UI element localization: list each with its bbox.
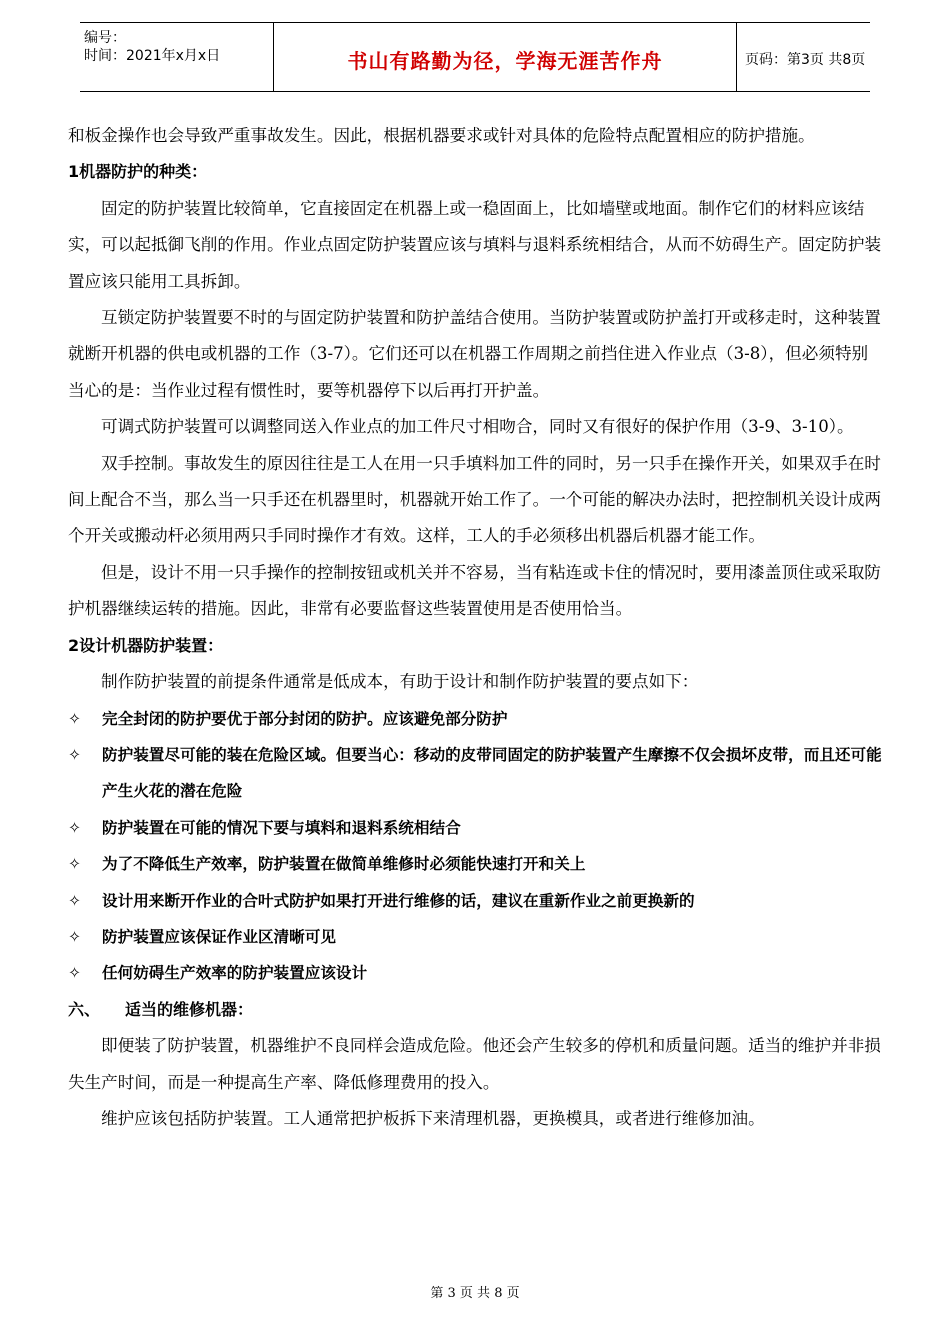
section-heading-6 (68, 992, 884, 1028)
header-page-cell (735, 23, 870, 91)
number-label: 编号： (84, 30, 126, 46)
paragraph: 制作防护装置的前提条件通常是低成本，有助于设计和制作防护装置的要点如下： (101, 672, 699, 692)
bullet-item: ✧ 为了不降低生产效率，防护装置在做简单维修时必须能快速打开和关上 (68, 846, 884, 882)
diamond-bullet-icon: ✧ (68, 964, 82, 983)
document-body (68, 118, 884, 1137)
section-heading-1: 1机器防护的种类： (68, 162, 208, 182)
section-title: 适当的维修机器： (125, 999, 254, 1019)
section-number: 六、 (68, 999, 101, 1019)
bullet-item: ✧ 完全封闭的防护要优于部分封闭的防护。应该避免部分防护 (68, 701, 884, 737)
bullet-item: ✧ 防护装置尽可能的装在危险区域。但要当心：移动的皮带同固定的防护装置产生摩擦不仅会损坏皮带，而且还可能产生火花的潜在危险 (68, 737, 884, 810)
diamond-bullet-icon: ✧ (68, 855, 82, 874)
time-label: 时间：2021年x月x日 (84, 48, 221, 64)
page-header (80, 22, 870, 92)
paragraph: 可调式防护装置可以调整同送入作业点的加工件尺寸相吻合，同时又有很好的保护作用（3-9、3-10）。 (101, 417, 854, 437)
paragraph: 互锁定防护装置要不时的与固定防护装置和防护盖结合使用。当防护装置或防护盖打开或移走时，这种装置就断开机器的供电或机器的工作（3-7）。它们还可以在机器工作周期之前挡住进入作业点（3-8），但必须特别当心的是：当作业过程有惯性时，要等机器停下以后再打开护盖。 (68, 308, 881, 400)
bullet-item: ✧ 防护装置应该保证作业区清晰可见 (68, 919, 884, 955)
bullet-item: ✧ 设计用来断开作业的合叶式防护如果打开进行维修的话，建议在重新作业之前更换新的 (68, 883, 884, 919)
section-heading-2: 2设计机器防护装置： (68, 635, 224, 655)
diamond-bullet-icon: ✧ (68, 891, 82, 910)
diamond-bullet-icon: ✧ (68, 745, 82, 764)
bullet-item: ✧ 防护装置在可能的情况下要与填料和退料系统相结合 (68, 810, 884, 846)
diamond-bullet-icon: ✧ (68, 927, 82, 946)
diamond-bullet-icon: ✧ (68, 709, 82, 728)
diamond-bullet-icon: ✧ (68, 818, 82, 837)
paragraph: 双手控制。事故发生的原因往往是工人在用一只手填料加工件的同时，另一只手在操作开关，如果双手在时间上配合不当，那么当一只手还在机器里时，机器就开始工作了。一个可能的解决办法时，把控制机关设计成两个开关或搬动杆必须用两只手同时操作才有效。这样，工人的手必须移出机器后机器才能工作。 (68, 453, 882, 546)
header-page-number: 页码：第3页 共8页 (745, 52, 866, 68)
paragraph: 维护应该包括防护装置。工人通常把护板拆下来清理机器，更换模具，或者进行维修加油。 (101, 1108, 765, 1128)
paragraph: 和板金操作也会导致严重事故发生。因此，根据机器要求或针对具体的危险特点配置相应的防护措施。 (68, 126, 815, 145)
bullet-item: ✧ 任何妨碍生产效率的防护装置应该设计 (68, 955, 884, 991)
paragraph: 但是，设计不用一只手操作的控制按钮或机关并不容易，当有粘连或卡住的情况时，要用漆盖顶住或采取防护机器继续运转的措施。因此，非常有必要监督这些装置使用是否使用恰当。 (68, 562, 881, 619)
paragraph: 固定的防护装置比较简单，它直接固定在机器上或一稳固面上，比如墙壁或地面。制作它们的材料应该结实，可以起抵御飞削的作用。作业点固定防护装置应该与填料与退料系统相结合，从而不妨碍生产。固定防护装置应该只能用工具拆卸。 (68, 198, 882, 291)
header-motto: 书山有路勤为径，学海无涯苦作舟 (347, 49, 663, 73)
paragraph: 即便装了防护装置，机器维护不良同样会造成危险。他还会产生较多的停机和质量问题。适当的维护并非损失生产时间，而是一种提高生产率、降低修理费用的投入。 (68, 1036, 881, 1092)
header-meta (80, 23, 273, 91)
page-footer: 第 3 页 共 8 页 (430, 1286, 520, 1301)
header-motto-cell (273, 23, 737, 91)
